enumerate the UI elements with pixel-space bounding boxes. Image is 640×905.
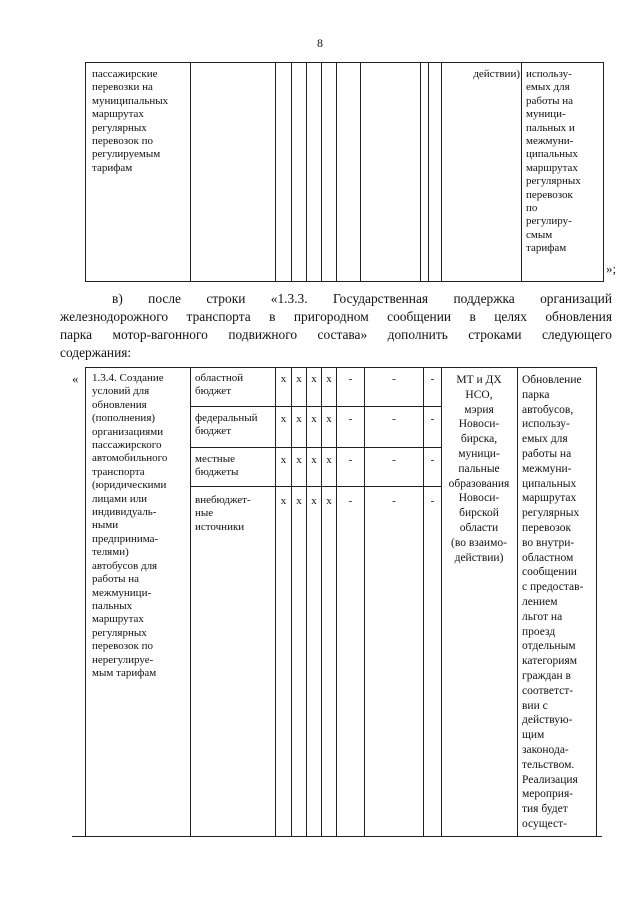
text-line: работы на bbox=[92, 573, 140, 586]
paragraph-line-4: содержания: bbox=[60, 345, 132, 360]
text-line: перевозок по bbox=[92, 640, 154, 653]
text-line: осущест- bbox=[522, 817, 567, 830]
text-line: тия будет bbox=[522, 803, 568, 816]
mark-cell: - bbox=[392, 373, 396, 385]
text-line: областном bbox=[522, 551, 574, 564]
text-line: муници- bbox=[526, 108, 566, 121]
text-line: мым тарифам bbox=[92, 666, 157, 679]
text-line: пассажирского bbox=[92, 439, 162, 452]
text-line: НСО, bbox=[465, 388, 493, 401]
text-line: федеральный bbox=[195, 412, 258, 424]
text-line: регулярных bbox=[92, 626, 147, 639]
source-federal-budget bbox=[195, 412, 275, 439]
text-line: регулярных bbox=[522, 507, 580, 520]
text-line: ными bbox=[92, 519, 119, 532]
text-line: лением bbox=[522, 595, 558, 608]
text-line: перевозки на bbox=[92, 81, 153, 94]
text-line: организациями bbox=[92, 425, 164, 438]
text-line: тарифам bbox=[92, 161, 133, 174]
mark-cell: - bbox=[430, 454, 435, 466]
text-line: регулиру- bbox=[526, 215, 572, 228]
executor bbox=[441, 373, 517, 565]
text-line: областной bbox=[195, 372, 244, 384]
mark-cell: - bbox=[430, 373, 435, 385]
mark-cell: - bbox=[348, 373, 353, 385]
mark-cell: х bbox=[311, 373, 317, 385]
mark-cell: - bbox=[392, 413, 396, 425]
text-line: нерегулируе- bbox=[92, 653, 154, 666]
text-line: источники bbox=[195, 520, 245, 533]
text-line: автобусов для bbox=[92, 559, 158, 572]
text-line: пальных и bbox=[526, 121, 575, 134]
text-line: использу- bbox=[522, 418, 570, 431]
text-line: Обновление bbox=[522, 374, 582, 386]
text-line: местные bbox=[195, 453, 235, 465]
mark-cell: х bbox=[311, 454, 317, 466]
text-line: межмуни- bbox=[526, 135, 574, 148]
text-line: перевозок bbox=[526, 188, 573, 201]
text-line: ные bbox=[195, 507, 214, 520]
text-line: бирской bbox=[459, 507, 499, 520]
text-line: действии) bbox=[454, 551, 504, 564]
text-line: лицами или bbox=[92, 492, 148, 505]
text-line: обновления bbox=[92, 398, 147, 411]
text-line: емых для bbox=[522, 433, 568, 446]
text-line: Новоси- bbox=[458, 418, 500, 431]
text-line: соответст- bbox=[522, 684, 574, 697]
text-line: 1.3.4. Создание bbox=[92, 372, 164, 384]
mark-cell: х bbox=[326, 413, 332, 425]
opening-quote: « bbox=[72, 371, 79, 386]
mark-cell: х bbox=[326, 495, 332, 507]
text-line: ципальных bbox=[522, 477, 577, 490]
text-line: тарифам bbox=[526, 242, 567, 255]
paragraph-line-1: в) после строки «1.3.3. Государственная поддержка организаций bbox=[112, 291, 612, 306]
text-line: индивидуаль- bbox=[92, 506, 157, 519]
text-line: Новоси- bbox=[458, 492, 500, 505]
text-line: маршрутах bbox=[92, 613, 144, 626]
measure-name bbox=[92, 372, 190, 680]
text-line: перевозок по bbox=[92, 135, 154, 148]
text-line: регулируемым bbox=[92, 148, 161, 161]
text-line: щим bbox=[522, 729, 545, 742]
closing-quote: »; bbox=[606, 261, 617, 276]
text-line: работы на bbox=[526, 94, 574, 107]
mark-cell: - bbox=[348, 413, 353, 425]
text-line: маршрутах bbox=[522, 492, 577, 505]
text-line: бирска, bbox=[460, 433, 498, 446]
mark-cell: х bbox=[296, 373, 302, 385]
text-line: регулярных bbox=[526, 175, 581, 188]
text-line: мэрия bbox=[464, 403, 494, 416]
text-line: емых для bbox=[526, 81, 570, 94]
text-line: категориям bbox=[522, 655, 578, 668]
text-line: бюджет bbox=[195, 385, 231, 398]
text-line: мероприя- bbox=[522, 788, 574, 801]
text-line: маршрутах bbox=[92, 108, 144, 121]
mark-cell: х bbox=[311, 495, 317, 507]
source-extrabudgetary bbox=[195, 494, 275, 534]
text-line: проезд bbox=[522, 625, 556, 638]
text-line: с предостав- bbox=[522, 581, 584, 594]
text-line: действую- bbox=[522, 714, 573, 727]
text-line: парка bbox=[522, 388, 550, 401]
mark-cell: х bbox=[280, 454, 287, 466]
mark-cell: х bbox=[296, 413, 302, 425]
source-regional-budget bbox=[195, 372, 275, 399]
text-line: предпринима- bbox=[92, 532, 159, 545]
continued-measure-name bbox=[92, 68, 188, 175]
mark-cell: х bbox=[280, 495, 287, 507]
source-local-budgets bbox=[195, 453, 275, 480]
text-line: смым bbox=[526, 228, 553, 241]
text-line: телями) bbox=[92, 546, 129, 559]
mark-cell: - bbox=[430, 413, 435, 425]
text-line: (юридическими bbox=[92, 479, 167, 492]
text-line: использу- bbox=[526, 68, 572, 80]
text-line: перевозок bbox=[522, 521, 572, 534]
text-line: области bbox=[459, 521, 499, 534]
mark-cell: - bbox=[430, 495, 435, 507]
text-line: условий для bbox=[92, 385, 150, 398]
mark-cell: - bbox=[392, 495, 396, 507]
mark-cell: х bbox=[280, 413, 287, 425]
text-line: тельством. bbox=[522, 758, 575, 771]
paragraph-line-2: железнодорожного транспорта в пригородном сообщении в целях обновления bbox=[60, 309, 612, 324]
text-line: ципальных bbox=[526, 148, 578, 161]
text-line: вии с bbox=[522, 699, 548, 712]
page-number: 8 bbox=[317, 36, 323, 50]
mark-cell: х bbox=[280, 373, 287, 385]
mark-cell: - bbox=[392, 454, 396, 466]
text-line: по bbox=[526, 202, 538, 215]
mark-cell: х bbox=[296, 454, 302, 466]
mark-cell: - bbox=[348, 454, 353, 466]
text-line: льгот на bbox=[522, 610, 563, 623]
text-line: бюджет bbox=[195, 425, 231, 438]
text-line: автобусов, bbox=[522, 403, 574, 416]
mark-cell: х bbox=[311, 413, 317, 425]
text-line: во внутри- bbox=[522, 536, 575, 549]
continued-executor: действии) bbox=[473, 68, 520, 80]
text-line: пальных bbox=[92, 599, 133, 612]
text-line: образования bbox=[448, 477, 510, 490]
text-line: автомобильного bbox=[92, 452, 168, 465]
mark-cell: х bbox=[326, 373, 332, 385]
text-line: маршрутах bbox=[526, 161, 578, 174]
mark-cell: - bbox=[348, 495, 353, 507]
text-line: внебюджет- bbox=[195, 494, 251, 506]
text-line: (пополнения) bbox=[92, 412, 156, 425]
continued-result bbox=[526, 68, 602, 256]
text-line: сообщении bbox=[522, 566, 577, 579]
text-line: (во взаимо- bbox=[451, 536, 507, 549]
text-line: пассажирские bbox=[92, 68, 158, 80]
text-line: законода- bbox=[522, 743, 569, 756]
text-line: муници- bbox=[458, 447, 500, 460]
text-line: муниципальных bbox=[92, 94, 169, 107]
text-line: межмуни- bbox=[522, 462, 572, 475]
paragraph-line-3: парка мотор-вагонного подвижного состава» дополнить строками следующего bbox=[60, 327, 612, 342]
mark-cell: х bbox=[296, 495, 302, 507]
text-line: межмуници- bbox=[92, 586, 152, 599]
text-line: пальные bbox=[458, 462, 500, 475]
text-line: Реализация bbox=[522, 773, 578, 786]
text-line: отдельным bbox=[522, 640, 576, 653]
text-line: транспорта bbox=[92, 465, 145, 478]
text-line: регулярных bbox=[92, 121, 147, 134]
mark-cell: х bbox=[326, 454, 332, 466]
text-line: МТ и ДХ bbox=[456, 374, 502, 386]
text-line: работы на bbox=[522, 447, 572, 460]
expected-result bbox=[522, 373, 596, 832]
text-line: граждан в bbox=[522, 669, 571, 682]
text-line: бюджеты bbox=[195, 466, 239, 479]
